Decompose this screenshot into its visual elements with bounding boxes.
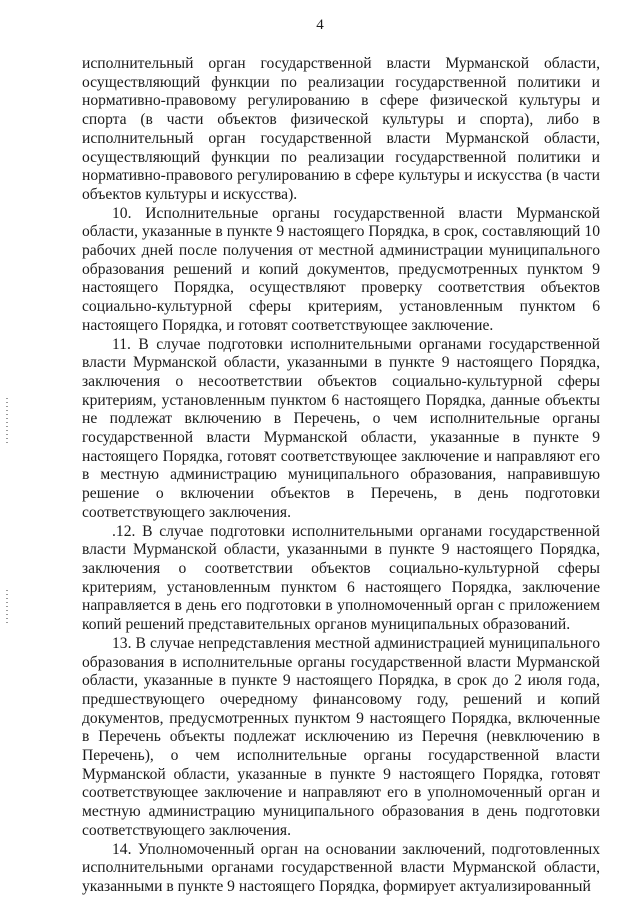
paragraph-14: 14. Уполномоченный орган на основании заключений, подготовленных исполнительными органами государственной власти Мурманской области, указанными в пункте 9 настоящего Порядка, формирует актуализированный — [82, 840, 600, 895]
document-body — [82, 55, 600, 897]
margin-scan-mark — [6, 398, 8, 444]
page-number: 4 — [316, 17, 324, 33]
paragraph-11: 11. В случае подготовки исполнительными органами государственной власти Мурманской области, указанными в пункте 9 настоящего Порядка, заключения о несоответствии объектов социально-культурной сферы критериям, установленным пунктом 6 настоящего Порядка, данные объекты не подлежат включению в Перечень, о чем исполнительные органы государственной власти Мурманской области, указанные в пункте 9 настоящего Порядка, готовят соответствующее заключение и направляют его в местную администрацию муниципального образования, направившую решение о включении объектов в Перечень, в день подготовки соответствующего заключения. — [82, 335, 600, 521]
paragraph-10: 10. Исполнительные органы государственной власти Мурманской области, указанные в пункте 9 настоящего Порядка, в срок, составляющий 10 рабочих дней после получения от местной администрации муниципального образования решений и копий документов, предусмотренных пунктом 9 настоящего Порядка, осуществляют проверку соответствия объектов социально-культурной сферы критериям, установленным пунктом 6 настоящего Порядка, и готовят соответствующее заключение. — [82, 204, 600, 334]
margin-scan-mark — [6, 590, 8, 626]
paragraph-continuation: исполнительный орган государственной власти Мурманской области, осуществляющий функции по реализации государственной политики и нормативно-правовому регулированию в сфере физической культуры и спорта (в части объектов физической культуры и спорта), либо в исполнительный орган государственной власти Мурманской области, осуществляющий функции по реализации государственной политики и нормативно-правового регулированию в сфере культуры и искусства (в части объектов культуры и искусства). — [82, 55, 600, 203]
paragraph-12: .12. В случае подготовки исполнительными органами государственной власти Мурманской области, указанными в пункте 9 настоящего Порядка, заключения о соответствии объектов социально-культурной сферы критериям, установленным пунктом 6 настоящего Порядка, заключение направляется в день его подготовки в уполномоченный орган с приложением копий решений представительных органов муниципальных образований. — [82, 522, 600, 634]
paragraph-13: 13. В случае непредставления местной администрацией муниципального образования в исполнительные органы государственной власти Мурманской области, указанные в пункте 9 настоящего Порядка, в срок до 2 июля года, предшествующего очередному финансовому году, решений и копий документов, предусмотренных пунктом 9 настоящего Порядка, включенные в Перечень объекты подлежат исключению из Перечня (невключению в Перечень), о чем исполнительные органы государственной власти Мурманской области, указанные в пункте 9 настоящего Порядка, готовят соответствующее заключение и направляют его в уполномоченный орган и местную администрацию муниципального образования в день подготовки соответствующего заключения. — [82, 634, 600, 839]
